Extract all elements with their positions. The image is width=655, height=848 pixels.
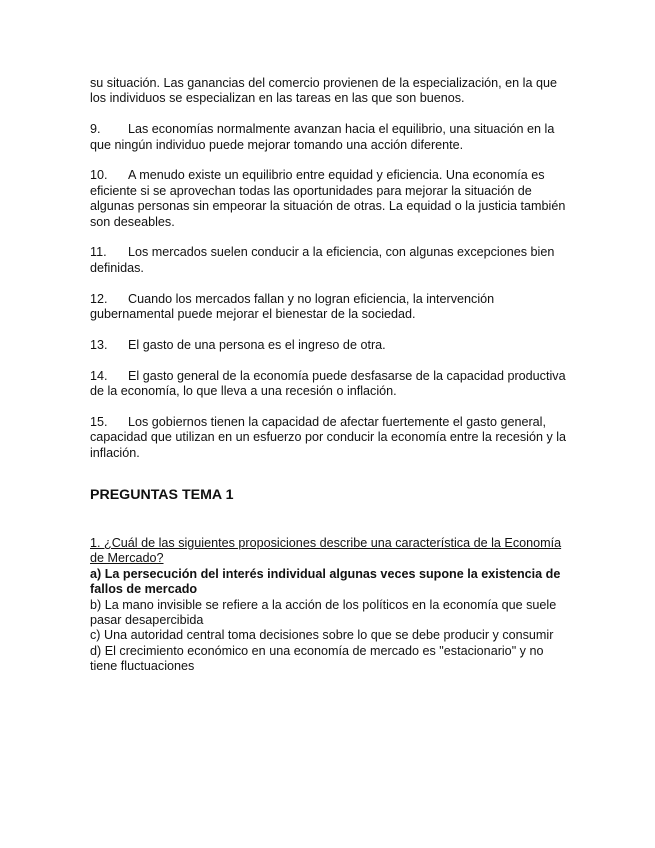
answer-option-b: b) La mano invisible se refiere a la acción de los políticos en la economía que suele pasar desapercibida: [90, 597, 557, 628]
principle-9: [90, 122, 568, 153]
principle-text: Las economías normalmente avanzan hacia el equilibrio, una situación en la que ningún individuo puede mejorar tomando una acción diferente.: [90, 122, 555, 152]
answer-option-d: d) El crecimiento económico en una economía de mercado es "estacionario" y no tiene fluctuaciones: [90, 643, 544, 674]
principle-10: [90, 168, 568, 230]
principle-text: El gasto general de la economía puede desfasarse de la capacidad productiva de la economía, lo que lleva a una recesión o inflación.: [90, 368, 566, 399]
principle-text: Los mercados suelen conducir a la eficiencia, con algunas excepciones bien definidas.: [90, 245, 555, 275]
principle-text: Los gobiernos tienen la capacidad de afectar fuertemente el gasto general, capacidad que utilizan en un esfuerzo por conducir la economía entre la recesión y la inflación.: [90, 414, 567, 460]
principle-text: A menudo existe un equilibrio entre equidad y eficiencia. Una economía es eficiente si se aprovechan todas las oportunidades para mejorar la situación de algunas personas sin empeorar la situación de otras. La equidad o la justicia también son deseables.: [90, 168, 566, 229]
principle-number: 14.: [90, 368, 108, 383]
principle-12: [90, 292, 568, 323]
section-heading: PREGUNTAS TEMA 1: [90, 487, 234, 504]
principle-number: 10.: [90, 168, 108, 183]
principle-number: 12.: [90, 291, 108, 306]
principle-number: 15.: [90, 414, 108, 429]
intro-paragraph: su situación. Las ganancias del comercio provienen de la especialización, en la que los individuos se especializan en las tareas en las que son buenos.: [90, 76, 557, 106]
principle-13: [90, 338, 568, 353]
principle-14: [90, 369, 568, 400]
principle-text: Cuando los mercados fallan y no logran eficiencia, la intervención gubernamental puede mejorar el bienestar de la sociedad.: [90, 291, 495, 322]
principle-text: El gasto de una persona es el ingreso de otra.: [128, 337, 386, 352]
answer-option-c: c) Una autoridad central toma decisiones sobre lo que se debe producir y consumir: [90, 628, 554, 643]
answer-option-a: a) La persecución del interés individual algunas veces supone la existencia de fallos de mercado: [90, 566, 561, 597]
principle-number: 9.: [90, 122, 101, 137]
principle-15: [90, 415, 568, 461]
document-page: [90, 76, 568, 675]
question-1: [90, 536, 568, 675]
question-prompt: 1. ¿Cuál de las siguientes proposiciones describe una característica de la Economía de Mercado?: [90, 536, 562, 566]
principle-11: [90, 245, 568, 276]
principle-number: 13.: [90, 337, 108, 352]
principle-number: 11.: [90, 245, 107, 260]
